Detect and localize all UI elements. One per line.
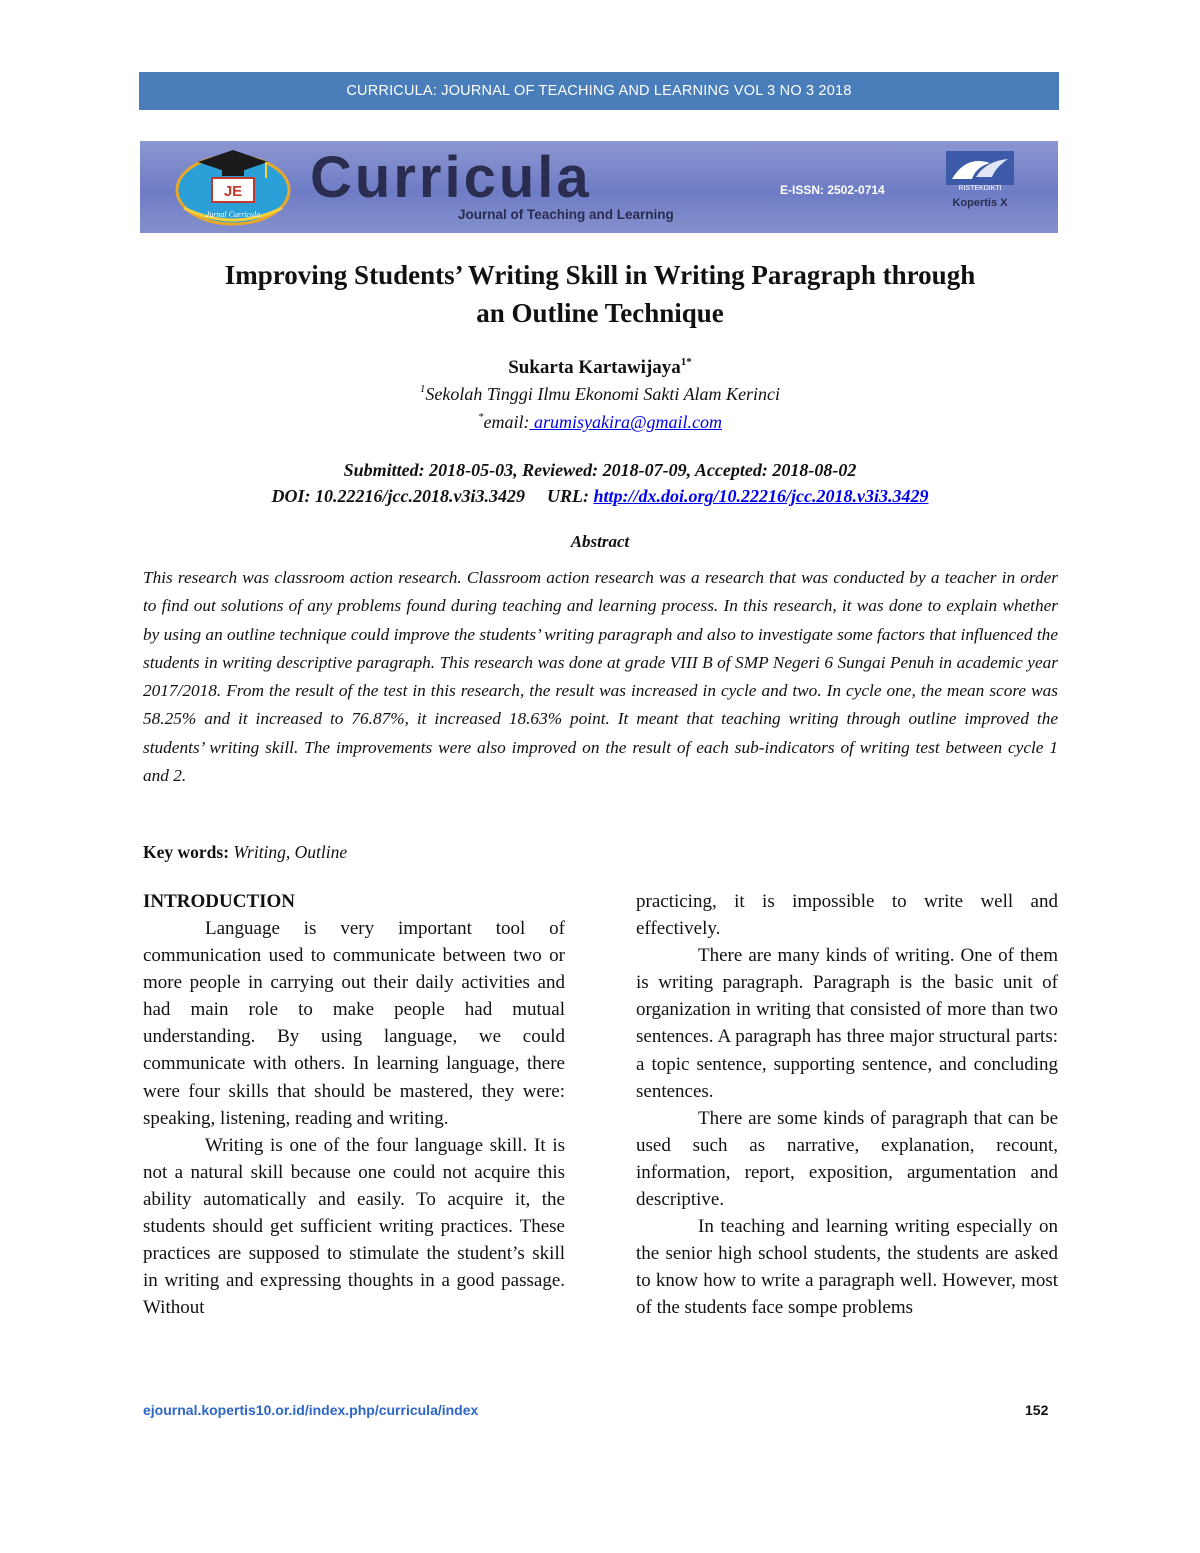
submitted-date: 2018-05-03,	[429, 460, 518, 480]
author-superscript: 1*	[680, 356, 692, 368]
journal-logo-banner	[140, 141, 1058, 233]
paragraph: There are some kinds of paragraph that can be used such as narrative, explanation, recount, information, report, exposition, argumentation and descriptive.	[636, 1107, 1058, 1211]
reviewed-label: Reviewed:	[522, 460, 599, 480]
reviewed-date: 2018-07-09,	[602, 460, 692, 480]
email-label: email:	[483, 412, 530, 432]
abstract-text: This research was classroom action research. Classroom action research was a research that was conducted by a teacher in order to find out solutions of any problems found during teaching and learning process. In this research, it was done to explain whether by using an outline technique could improve the students’ writing paragraph and also to investigate some factors that influenced the students in writing descriptive paragraph. This research was done at grade VIII B of SMP Negeri 6 Sungai Penuh in academic year 2017/2018. From the result of the test in this research, the result was increased in cycle and two. In cycle one, the mean score was 58.25% and it increased to 76.87%, it increased 18.63% point. It meant that teaching writing through outline improved the students’ writing skill. The improvements were also improved on the result of each sub-indicators of writing test between cycle 1 and 2.	[143, 568, 1058, 786]
keywords-value: Writing, Outline	[233, 842, 348, 862]
submitted-label: Submitted:	[343, 460, 425, 480]
email-line	[0, 412, 1200, 433]
accepted-date: 2018-08-02	[772, 460, 857, 480]
doi-url-link[interactable]: http://dx.doi.org/10.22216/jcc.2018.v3i3.3429	[593, 486, 929, 506]
right-column	[636, 888, 1058, 1322]
url-label: URL:	[546, 486, 589, 506]
doi-label: DOI: 10.22216/jcc.2018.v3i3.3429	[271, 486, 525, 506]
keywords-label: Key words:	[143, 842, 230, 862]
affiliation-line	[0, 384, 1200, 405]
left-column	[143, 915, 565, 1321]
paper-title-line-2: an Outline Technique	[476, 298, 724, 328]
kopertis-label: Kopertis X	[952, 197, 1008, 209]
paper-title	[100, 256, 1100, 332]
abstract-heading: Abstract	[570, 532, 630, 551]
doi-line	[0, 486, 1200, 507]
kopertis-logo	[940, 151, 1020, 215]
footer-journal-url[interactable]: ejournal.kopertis10.or.id/index.php/curricula/index	[143, 1402, 479, 1418]
emblem-caption: Jurnal Curricula	[205, 210, 261, 219]
email-superscript: *	[477, 411, 484, 423]
emblem-letters: JE	[223, 183, 243, 200]
journal-emblem-icon	[170, 146, 296, 228]
affiliation: Sekolah Tinggi Ilmu Ekonomi Sakti Alam Kerinci	[425, 384, 781, 404]
affiliation-superscript: 1	[419, 383, 426, 395]
ristekdikti-label: RISTEKDIKTI	[958, 185, 1002, 192]
journal-header-banner: CURRICULA: JOURNAL OF TEACHING AND LEARNING VOL 3 NO 3 2018	[139, 72, 1059, 110]
submission-dates	[0, 460, 1200, 481]
paragraph: Writing is one of the four language skill. It is not a natural skill because one could not acquire this ability automatically and easily. To acquire it, the students should get sufficient writing practices. These practices are supposed to stimulate the student’s skill in writing and expressing thoughts in a good passage. Without	[143, 1134, 565, 1319]
journal-wordmark: Curricula	[310, 145, 592, 210]
paragraph: There are many kinds of writing. One of them is writing paragraph. Paragraph is the basic unit of organization in writing that consisted of more than two sentences. A paragraph has three major structural parts: a topic sentence, supporting sentence, and concluding sentences.	[636, 945, 1058, 1102]
paragraph: practicing, it is impossible to write well and effectively.	[636, 891, 1058, 940]
ristekdikti-icon	[946, 151, 1014, 185]
introduction-heading: INTRODUCTION	[143, 891, 296, 912]
journal-issn: E-ISSN: 2502-0714	[780, 183, 885, 197]
author-name: Sukarta Kartawijaya	[508, 357, 681, 378]
page-number: 152	[1025, 1402, 1049, 1418]
paragraph: In teaching and learning writing especially on the senior high school students, the students are asked to know how to write a paragraph well. However, most of the students face sompe problems	[636, 1216, 1058, 1319]
keywords-line	[143, 842, 347, 863]
paragraph: Language is very important tool of communication used to communicate between two or more people in carrying out their daily activities and had main role to make people had mutual understanding. By using language, we could communicate with others. In learning language, there were four skills that should be mastered, they were: speaking, listening, reading and writing.	[143, 918, 565, 1129]
email-link[interactable]: arumisyakira@gmail.com	[529, 412, 723, 432]
journal-subtitle: Journal of Teaching and Learning	[458, 207, 674, 222]
paper-title-line-1: Improving Students’ Writing Skill in Writing Paragraph through	[224, 260, 976, 290]
accepted-label: Accepted:	[694, 460, 768, 480]
author-line	[0, 357, 1200, 379]
